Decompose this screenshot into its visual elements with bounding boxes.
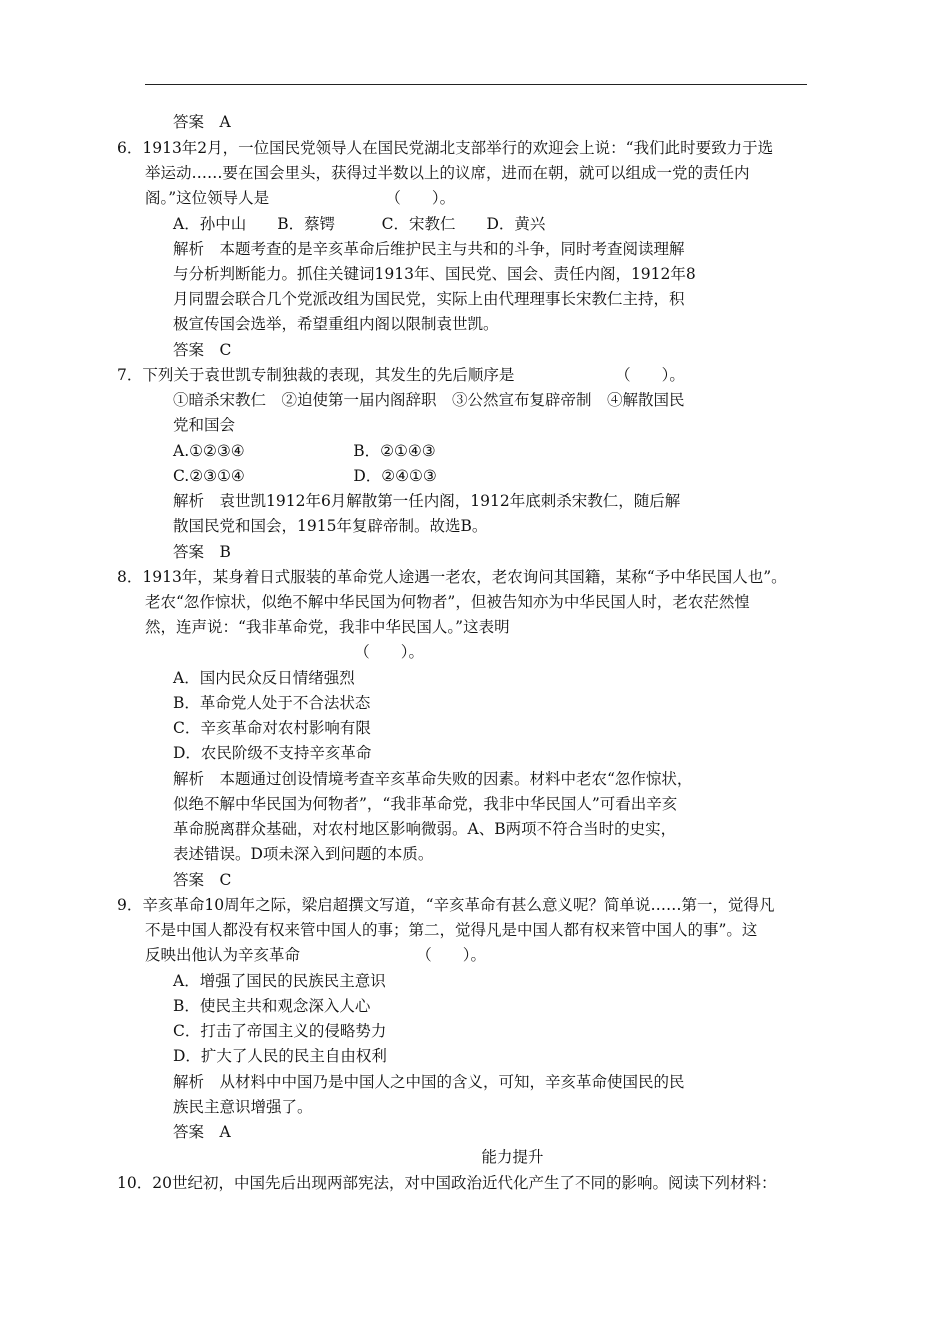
text-line: ①暗杀宋教仁 ②迫使第一届内阁辞职 ③公然宣布复辟帝制 ④解散国民 <box>173 391 685 409</box>
text-line: 答案 B <box>173 543 231 561</box>
text-line: 9．辛亥革命10周年之际，梁启超撰文写道，“辛亥革命有甚么意义呢？简单说……第一，觉得凡 <box>117 896 775 914</box>
text-line: D．扩大了人民的民主自由权利 <box>173 1047 387 1065</box>
text-line: 老农“忽作惊状，似绝不解中华民国为何物者”，但被告知亦为中华民国人时，老农茫然惶 <box>145 593 750 611</box>
text-line: 极宣传国会选举，希望重组内阁以限制袁世凯。 <box>173 315 499 333</box>
text-line: 解析 袁世凯1912年6月解散第一任内阁，1912年底刺杀宋教仁，随后解 <box>173 492 681 510</box>
text-line: 然，连声说：“我非革命党，我非中华民国人。”这表明 <box>145 618 510 636</box>
text-line: 6．1913年2月，一位国民党领导人在国民党湖北支部举行的欢迎会上说：“我们此时要致力于选 <box>117 139 774 157</box>
text-line: 答案 A <box>173 113 231 131</box>
text-line: 党和国会 <box>173 416 236 434</box>
text-line: 举运动……要在国会里头，获得过半数以上的议席，进而在朝，就可以组成一党的责任内 <box>145 164 750 182</box>
text-line: A．孙中山 B．蔡锷 C．宋教仁 D．黄兴 <box>173 215 546 233</box>
text-line: 散国民党和国会，1915年复辟帝制。故选B。 <box>173 517 488 535</box>
text-line: A．国内民众反日情绪强烈 <box>173 669 355 687</box>
text-line: 解析 本题通过创设情境考查辛亥革命失败的因素。材料中老农“忽作惊状， <box>173 770 693 788</box>
text-line: 革命脱离群众基础，对农村地区影响微弱。A、B两项不符合当时的史实， <box>173 820 677 838</box>
text-line: C.②③①④ D．②④①③ <box>173 467 437 485</box>
text-line: A．增强了国民的民族民主意识 <box>173 972 386 990</box>
text-line: 月同盟会联合几个党派改组为国民党，实际上由代理理事长宋教仁主持，积 <box>173 290 685 308</box>
text-line: B．革命党人处于不合法状态 <box>173 694 371 712</box>
text-line: A.①②③④ B．②①④③ <box>173 442 436 460</box>
text-line: （ ）。 <box>145 643 425 661</box>
text-line: D．农民阶级不支持辛亥革命 <box>173 744 372 762</box>
text-line: 不是中国人都没有权来管中国人的事；第二，觉得凡是中国人都有权来管中国人的事”。这 <box>145 921 758 939</box>
text-line: 8．1913年，某身着日式服装的革命党人途遇一老农，老农询问其国籍，某称“予中华民国人也”。 <box>117 568 787 586</box>
text-line: 答案 A <box>173 1123 231 1141</box>
text-line: 能力提升 <box>481 1148 544 1166</box>
text-line: B．使民主共和观念深入人心 <box>173 997 371 1015</box>
text-line: C．辛亥革命对农村影响有限 <box>173 719 371 737</box>
header-rule <box>145 84 807 85</box>
text-line: 阁。”这位领导人是 （ ）。 <box>145 189 456 207</box>
text-line: 答案 C <box>173 341 232 359</box>
text-line: 答案 C <box>173 871 232 889</box>
text-line: 解析 本题考查的是辛亥革命后维护民主与共和的斗争，同时考查阅读理解 <box>173 240 685 258</box>
text-line: 解析 从材料中中国乃是中国人之中国的含义，可知，辛亥革命使国民的民 <box>173 1073 685 1091</box>
text-line: 反映出他认为辛亥革命 （ ）。 <box>145 946 487 964</box>
text-line: 族民主意识增强了。 <box>173 1098 313 1116</box>
text-line: 7．下列关于袁世凯专制独裁的表现，其发生的先后顺序是 （ ）。 <box>117 366 685 384</box>
text-line: 表述错误。D项未深入到问题的本质。 <box>173 845 434 863</box>
text-line: 与分析判断能力。抓住关键词1913年、国民党、国会、责任内阁，1912年8 <box>173 265 696 283</box>
text-line: C．打击了帝国主义的侵略势力 <box>173 1022 387 1040</box>
text-line: 10．20世纪初，中国先后出现两部宪法，对中国政治近代化产生了不同的影响。阅读下列材料： <box>117 1174 777 1192</box>
text-line: 似绝不解中华民国为何物者”，“我非革命党，我非中华民国人”可看出辛亥 <box>173 795 678 813</box>
